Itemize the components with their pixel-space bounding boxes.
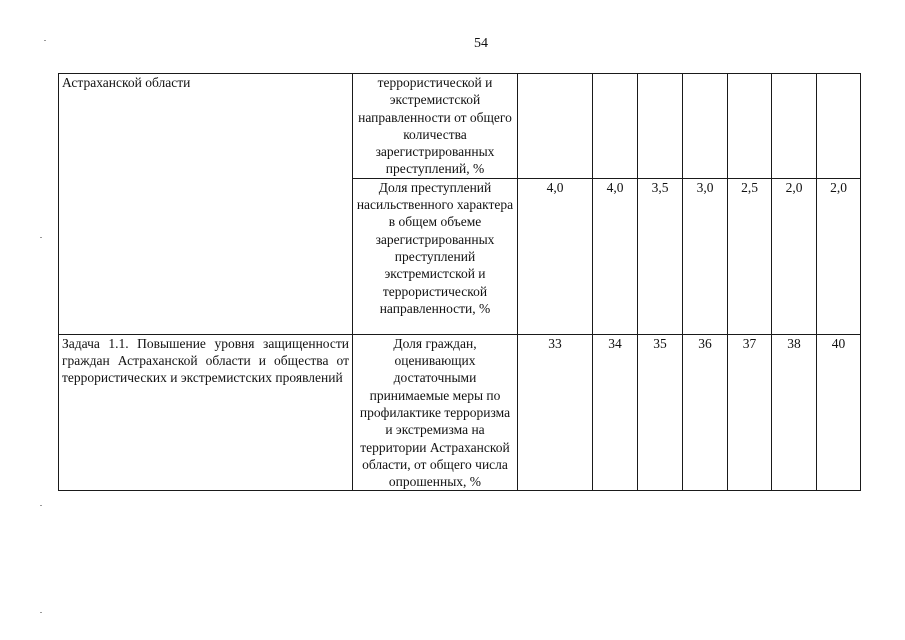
value-cell: 33 [518,334,593,491]
value-cell: 3,5 [638,178,683,334]
table-row [59,334,861,491]
value-cell [683,74,728,179]
task-cell: Астраханской области [59,74,353,335]
value-cell: 35 [638,334,683,491]
value-cell [772,74,817,179]
scan-speck [44,40,46,41]
scan-speck [40,505,42,506]
indicators-table [58,73,861,491]
page-number: 54 [474,36,488,51]
value-cell: 38 [772,334,817,491]
value-cell [593,74,638,179]
value-cell [638,74,683,179]
value-cell: 4,0 [593,178,638,334]
value-cell [728,74,772,179]
value-cell: 34 [593,334,638,491]
value-cell [817,74,861,179]
value-cell: 37 [728,334,772,491]
value-cell: 2,5 [728,178,772,334]
scan-speck [40,612,42,613]
value-cell: 2,0 [817,178,861,334]
value-cell: 36 [683,334,728,491]
value-cell: 40 [817,334,861,491]
indicator-cell: Доля граждан, оценивающих достаточными принимаемые меры по профилактике терроризма и экстремизма на территории Астраханской области, от общего числа опрошенных, % [353,334,518,491]
value-cell: 4,0 [518,178,593,334]
indicator-cell: террористической и экстремистской направленности от общего количества зарегистрированных преступлений, % [353,74,518,179]
value-cell: 2,0 [772,178,817,334]
value-cell: 3,0 [683,178,728,334]
task-cell: Задача 1.1. Повышение уровня защищенности граждан Астраханской области и общества от террористических и экстремистских проявлений [59,334,353,491]
indicator-cell: Доля преступлений насильственного характера в общем объеме зарегистрированных преступлений экстремистской и террористической направленности, % [353,178,518,334]
value-cell [518,74,593,179]
table-row [59,74,861,179]
scan-speck [40,237,42,238]
